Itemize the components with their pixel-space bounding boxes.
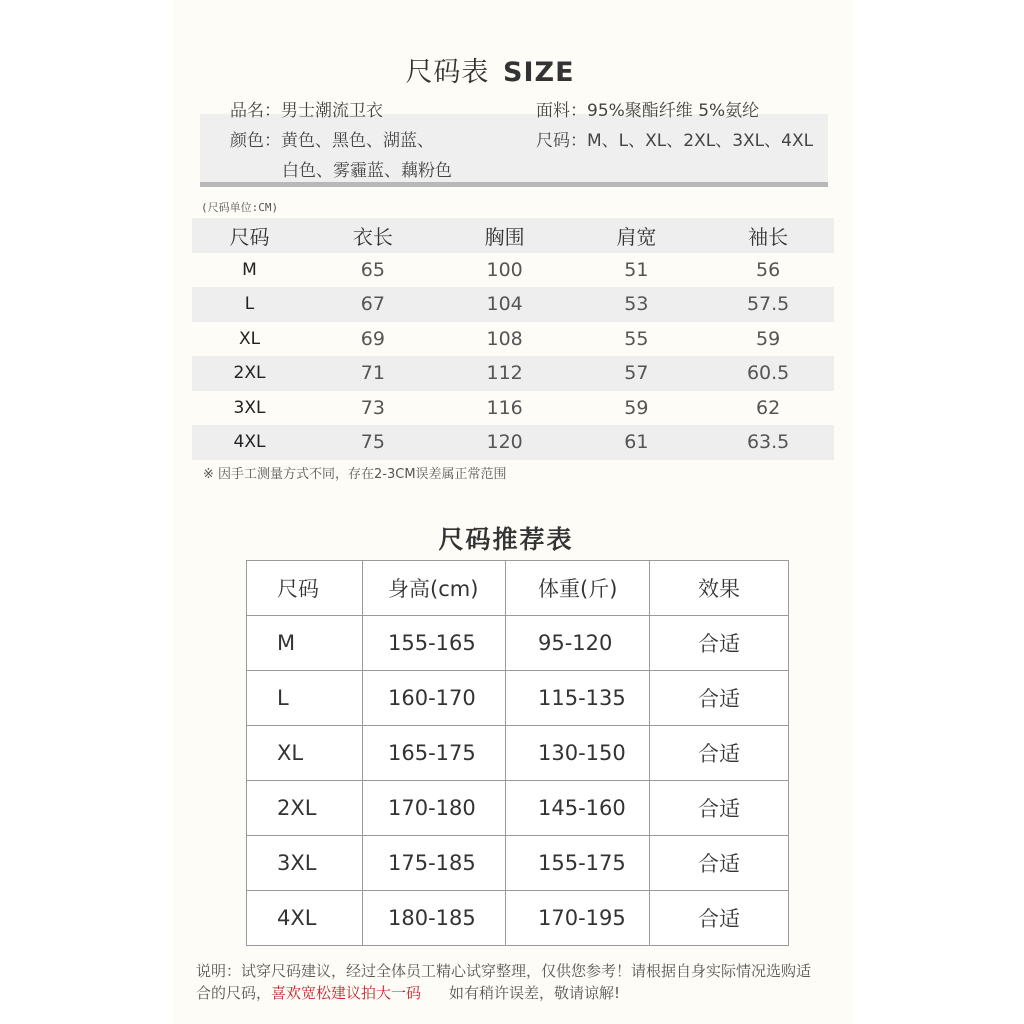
product-name-label: 品名： (230, 101, 281, 121)
table-cell: 53 (571, 287, 703, 322)
footer-prefix: 合的尺码， (196, 984, 272, 1002)
table-cell: 合适 (650, 616, 789, 671)
table-cell: 56 (756, 258, 781, 281)
footer-suffix: 如有稍许误差，敬请谅解! (449, 984, 621, 1002)
table-cell: 65 (360, 258, 385, 281)
table-cell: 112 (439, 356, 571, 391)
table-cell: 59 (756, 327, 781, 350)
size-table-header (192, 218, 834, 253)
table-cell: 4XL (192, 425, 307, 460)
table-cell: 67 (307, 287, 439, 322)
table-row (192, 391, 834, 426)
size-recommend-table (246, 560, 789, 946)
product-colors (230, 126, 434, 151)
table-cell: 180-185 (363, 891, 506, 946)
table-row (247, 671, 789, 726)
header-cell: 身高(cm) (363, 561, 506, 616)
footer-highlight: 喜欢宽松建议拍大一码 (271, 984, 422, 1002)
table-row (247, 891, 789, 946)
table-cell: L (192, 287, 307, 322)
table-cell: 95-120 (506, 616, 650, 671)
header-cell: 衣长 (307, 218, 439, 253)
footer-line2 (196, 982, 844, 1004)
table-cell: 120 (439, 425, 571, 460)
size-chart-table (192, 218, 834, 460)
color-label: 颜色： (230, 131, 281, 151)
table-cell: 155-175 (506, 836, 650, 891)
table-cell: 170-195 (506, 891, 650, 946)
table-cell: 61 (571, 425, 703, 460)
table-cell: 100 (486, 258, 523, 281)
table-row (192, 425, 834, 460)
table-cell: 2XL (247, 781, 363, 836)
table-cell: 165-175 (363, 726, 506, 781)
title-size-text: SIZE (503, 57, 575, 88)
table-cell: 3XL (247, 836, 363, 891)
table-cell: 73 (360, 396, 385, 419)
header-cell: 胸围 (439, 218, 571, 253)
table-cell: 2XL (192, 356, 307, 391)
header-cell: 尺码 (247, 561, 363, 616)
table-cell: 160-170 (363, 671, 506, 726)
table-cell: 115-135 (506, 671, 650, 726)
header-cell: 尺码 (192, 218, 307, 253)
table-row (192, 253, 834, 288)
header-cell: 体重(斤) (506, 561, 650, 616)
title-text: 尺码表 (405, 57, 490, 88)
footer-note (196, 960, 844, 1004)
recommend-header (247, 561, 789, 616)
table-cell: 155-165 (363, 616, 506, 671)
table-cell: 合适 (650, 671, 789, 726)
table-row (247, 616, 789, 671)
table-cell: 71 (307, 356, 439, 391)
table-row (192, 287, 834, 322)
header-cell: 肩宽 (571, 218, 703, 253)
table-row (192, 356, 834, 391)
table-cell: 130-150 (506, 726, 650, 781)
table-row (247, 781, 789, 836)
table-cell: 51 (624, 258, 649, 281)
table-cell: XL (247, 726, 363, 781)
table-cell: 合适 (650, 836, 789, 891)
table-cell: M (242, 259, 257, 280)
table-cell: 63.5 (702, 425, 834, 460)
table-cell: 合适 (650, 891, 789, 946)
table-cell: 合适 (650, 726, 789, 781)
size-value: M、L、XL、2XL、3XL、4XL (587, 131, 814, 151)
header-cell: 袖长 (702, 218, 834, 253)
table-cell: 104 (439, 287, 571, 322)
recommend-title: 尺码推荐表 (438, 525, 574, 554)
table-cell: XL (238, 328, 261, 349)
table-cell: 59 (624, 396, 649, 419)
table-cell: 116 (486, 396, 523, 419)
footer-line1: 说明：试穿尺码建议，经过全体员工精心试穿整理，仅供您参考！请根据自身实际情况选购适 (196, 962, 812, 980)
table-cell: 合适 (650, 781, 789, 836)
table-cell: 69 (360, 327, 385, 350)
table-cell: 170-180 (363, 781, 506, 836)
table-cell: 108 (486, 327, 523, 350)
product-sizes (536, 126, 813, 151)
fabric-label: 面料： (536, 101, 587, 121)
table-cell: L (247, 671, 363, 726)
table-row (247, 726, 789, 781)
table-cell: 175-185 (363, 836, 506, 891)
table-row (247, 836, 789, 891)
product-name (230, 96, 383, 121)
product-info-divider (200, 182, 828, 187)
table-cell: 62 (756, 396, 781, 419)
color-value-line1: 黄色、黑色、湖蓝、 (281, 131, 434, 151)
table-cell: 3XL (233, 397, 266, 418)
table-cell: M (247, 616, 363, 671)
header-cell: 效果 (650, 561, 789, 616)
table-cell: 4XL (247, 891, 363, 946)
table-row (192, 322, 834, 357)
table-cell: 145-160 (506, 781, 650, 836)
table-cell: 60.5 (702, 356, 834, 391)
product-colors-line2: 白色、雾霾蓝、藕粉色 (282, 161, 452, 181)
unit-note: (尺码单位:CM) (201, 201, 279, 214)
table-cell: 75 (307, 425, 439, 460)
table-cell: 57 (571, 356, 703, 391)
table-cell: 55 (624, 327, 649, 350)
product-name-value: 男士潮流卫衣 (281, 101, 383, 121)
measurement-note: ※ 因手工测量方式不同，存在2-3CM误差属正常范围 (203, 467, 507, 482)
product-fabric (536, 96, 759, 121)
table-cell: 57.5 (702, 287, 834, 322)
page-title (0, 50, 980, 89)
size-label: 尺码： (536, 131, 587, 151)
fabric-value: 95%聚酯纤维 5%氨纶 (587, 101, 760, 121)
